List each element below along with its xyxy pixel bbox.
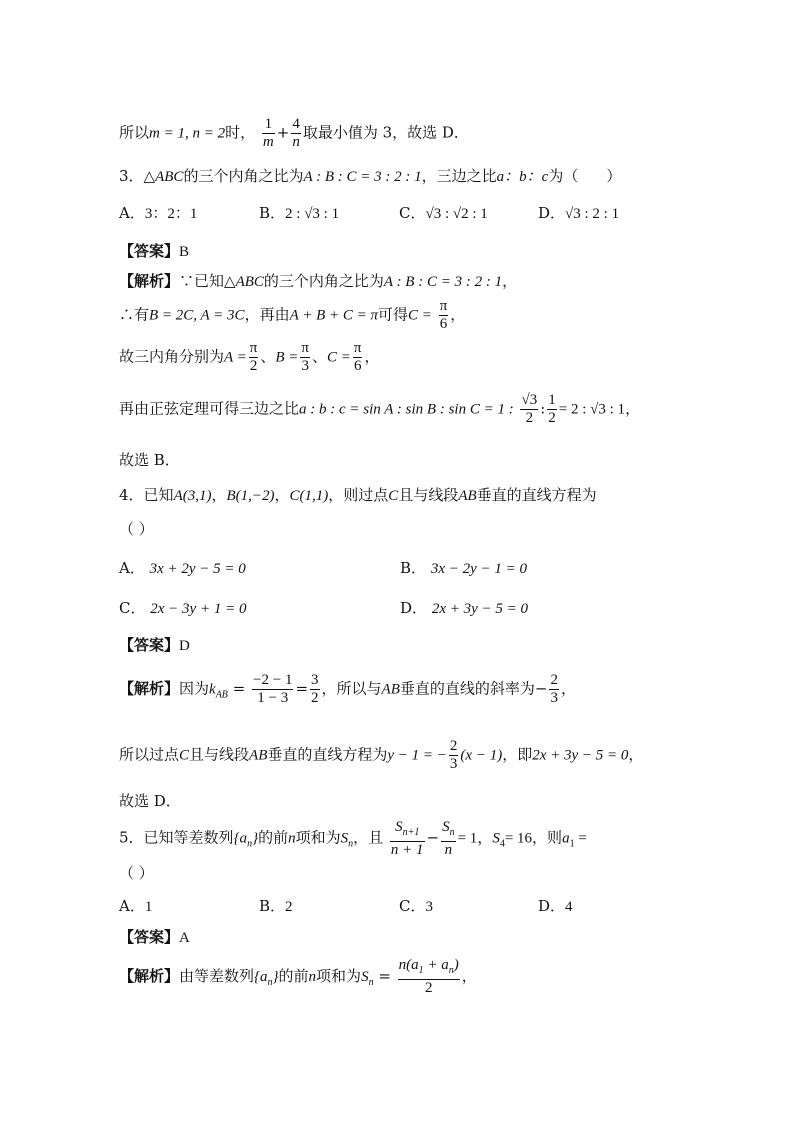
denominator: 2	[548, 410, 556, 426]
text: 的前	[258, 828, 289, 847]
answer-value: D	[179, 638, 190, 654]
numerator: √3	[521, 392, 538, 408]
text: 所以	[119, 123, 150, 142]
math: C =	[327, 349, 351, 366]
numerator: 2	[449, 738, 458, 754]
answer-value: B	[179, 244, 190, 260]
denominator: n	[292, 134, 300, 150]
fraction	[449, 738, 459, 773]
option-label: C．	[399, 897, 426, 915]
text: ，	[502, 272, 518, 290]
q3-option-b[interactable]	[259, 202, 339, 223]
q5-answer	[119, 926, 754, 947]
numerator: S	[395, 819, 403, 835]
option-label: D．	[538, 897, 566, 915]
q5-stem: 5．已知等差数列$\{a_n\}$的前n项和为$S_n$，且 $\frac{S_{n+1}}{n + 1}$ − $\frac{S_n}{n}$ = 1，$S_4= 16$，则$a_1$ =	[119, 819, 587, 858]
subscript: n	[267, 977, 273, 988]
q4-paren	[119, 518, 754, 539]
option-text: 4	[565, 899, 573, 915]
q5-analysis-1: 【解析】由等差数列$\{a_n\}$的前n项和为$S_n$ = $\frac{n(a_1 + a_n)}{2}$ ，	[119, 957, 477, 996]
q4-analysis-1: 【解析】因为$k_{AB}$ = $\frac{-2 - 1}{1 - 3}$ = $\frac{3}{2}$ ，所以与AB垂直的直线的斜率为− $\frac{2}{3}$ ，	[119, 672, 576, 706]
numerator: π	[439, 298, 448, 314]
denominator: 2	[311, 690, 319, 706]
text: 已知等差数列	[143, 828, 234, 847]
math: A : B : C = 3 : 2 : 1	[303, 169, 422, 185]
q3-analysis-5	[119, 449, 754, 470]
math: (x − 1)	[460, 747, 503, 764]
text: 垂直的直线的斜率为	[399, 679, 535, 698]
numerator: 1	[548, 392, 556, 408]
text: （ ）	[119, 520, 154, 538]
q4-stem: 4．已知A(3,1)，B(1,−2)，C(1,1)，则过点C且与线段AB垂直的直线方程为	[119, 486, 597, 504]
text: ）	[606, 167, 622, 185]
text: 再由正弦定理可得三边之比	[119, 399, 300, 418]
text: 且与线段	[398, 486, 459, 504]
analysis-label: 【解析】	[119, 967, 180, 985]
q4-option-a[interactable]	[119, 557, 246, 578]
subscript: n	[449, 827, 455, 838]
q4-option-c[interactable]	[119, 597, 246, 618]
math: S	[492, 830, 500, 847]
option-label: D．	[538, 204, 566, 222]
text: 的三个内角之比为	[183, 167, 304, 185]
option-text: √3 : √2 : 1	[425, 206, 488, 222]
option-text: 3：2：1	[144, 206, 198, 222]
option-label: B．	[259, 897, 286, 915]
option-text: 3	[425, 899, 433, 915]
math: =	[574, 830, 587, 847]
q4-analysis-3	[119, 790, 754, 811]
math: {a	[254, 969, 268, 985]
question-number: 4．	[119, 486, 144, 504]
analysis-label: 【解析】	[119, 679, 180, 698]
math: 2x + 3y − 5 = 0	[532, 747, 629, 764]
q4-analysis-2	[119, 738, 754, 773]
denominator: n	[444, 842, 453, 858]
text: 、	[260, 347, 276, 366]
math: }	[252, 830, 259, 847]
numerator: 2	[550, 672, 558, 688]
text: 、	[312, 347, 328, 366]
option-label: A．	[119, 559, 145, 577]
text: 为（	[548, 167, 579, 185]
subscript: n	[348, 838, 354, 850]
option-text: 3x + 2y − 5 = 0	[149, 561, 246, 577]
numerator: 3	[311, 672, 319, 688]
text: 由等差数列	[179, 967, 255, 985]
question-number: 3．	[119, 167, 144, 185]
q3-stem	[119, 165, 754, 186]
text: 已知	[143, 486, 174, 504]
subscript: n	[368, 977, 374, 988]
text: ，	[628, 745, 644, 764]
math: a：b：c	[496, 169, 549, 185]
q3-analysis-1	[119, 270, 754, 291]
option-text: 1	[144, 899, 153, 915]
option-label: A．	[119, 204, 145, 222]
text: ∴有	[119, 305, 150, 324]
math: S	[340, 830, 349, 847]
fraction	[549, 672, 559, 707]
q3-analysis-4: 再由正弦定理可得三边之比a : b : c = sin A : sin B : sin C = 1 : $\frac{√3}{2}$ : $\frac{1}{2}$ = 2 : √3 : 1，	[119, 392, 641, 426]
option-label: B．	[259, 204, 286, 222]
math: = 2 : √3 : 1	[558, 401, 626, 418]
text: 取最小值为 3，故选 D．	[302, 123, 469, 142]
math: AB	[458, 488, 477, 504]
math: C =	[408, 307, 432, 324]
text: 故选 B．	[119, 451, 180, 469]
option-text: 2x + 3y − 5 = 0	[431, 601, 528, 617]
q3-option-a[interactable]	[119, 202, 197, 223]
text: ，则	[532, 828, 563, 847]
fraction	[262, 116, 275, 151]
answer-value: A	[179, 930, 190, 946]
math: A =	[224, 349, 247, 366]
q3-analysis-3: 故三内角分别为A = $\frac{\pi}{2}$ 、B = $\frac{\pi}{3}$ 、C = $\frac{\pi}{6}$ ，	[119, 340, 380, 374]
denominator: 6	[353, 358, 362, 374]
numerator: π	[353, 340, 362, 356]
q4-option-d[interactable]	[400, 597, 528, 618]
text: ，再由	[244, 305, 290, 324]
option-label: B．	[400, 559, 427, 577]
numerator: 4	[292, 116, 300, 132]
numerator: n(a	[398, 957, 419, 973]
math: k	[209, 681, 216, 698]
text: ，三边之比	[421, 167, 497, 185]
answer-label: 【答案】	[119, 242, 180, 260]
option-label: A．	[119, 897, 145, 915]
q5-paren	[119, 862, 754, 883]
text: 故三内角分别为	[119, 347, 225, 366]
q5-option-d[interactable]	[538, 895, 573, 916]
denominator: m	[262, 134, 274, 150]
text: 的前	[278, 967, 309, 985]
math: ABC	[155, 169, 184, 185]
answer-label: 【答案】	[119, 636, 180, 654]
text: ，则过点	[328, 486, 389, 504]
subscript: 1	[418, 965, 424, 976]
fraction	[252, 672, 293, 707]
option-label: D．	[400, 599, 428, 617]
fraction	[547, 392, 557, 427]
text: 时，	[225, 123, 256, 142]
fraction	[353, 340, 363, 375]
fraction	[291, 116, 301, 151]
option-text: 2	[285, 899, 293, 915]
math: B =	[275, 349, 299, 366]
fraction	[300, 340, 310, 375]
math: a : b : c = sin A : sin B : sin C = 1 :	[299, 401, 514, 418]
text: ，所以与	[321, 679, 382, 698]
text: ，	[461, 967, 477, 985]
text: 因为	[179, 679, 210, 698]
text: 项和为	[316, 967, 362, 985]
q5-option-b[interactable]	[259, 895, 293, 916]
prev-conclusion: 所以m = 1, n = 2时， $\frac{1}{m}$ + $\frac{4}{n}$ 取最小值为 3，故选 D．	[119, 116, 469, 150]
math: B = 2C, A = 3C	[149, 307, 245, 324]
denominator: 3	[449, 756, 458, 772]
math: C(1,1)	[289, 488, 329, 504]
subscript: n	[448, 965, 454, 976]
text: 项和为	[295, 828, 341, 847]
text: ，即	[502, 745, 533, 764]
denominator: 3	[550, 690, 558, 706]
numerator: π	[301, 340, 309, 356]
fraction	[439, 298, 449, 333]
fraction	[390, 818, 425, 859]
denominator: 1 − 3	[257, 690, 289, 706]
analysis-label: 【解析】	[119, 272, 180, 290]
q4-option-b[interactable]	[400, 557, 527, 578]
text: △	[143, 167, 156, 185]
text: （ ）	[119, 864, 154, 882]
numerator: S	[442, 819, 450, 835]
math: C	[179, 747, 190, 764]
math: }	[272, 969, 279, 985]
fraction	[441, 818, 456, 859]
text: 可得	[378, 305, 409, 324]
subscript: 1	[569, 838, 575, 850]
q3-analysis-2: ∴有B = 2C, A = 3C，再由A + B + C = π可得C = $\frac{\pi}{6}$ ，	[119, 298, 466, 332]
option-text: 3x − 2y − 1 = 0	[430, 561, 527, 577]
numerator: 1	[262, 116, 275, 134]
denominator: n + 1	[390, 842, 424, 858]
q5-option-c[interactable]	[399, 895, 433, 916]
math: n	[308, 969, 317, 985]
denominator: 2	[424, 980, 433, 996]
text: 垂直的直线方程为	[476, 486, 597, 504]
math: C	[388, 488, 399, 504]
question-number: 5．	[119, 828, 144, 847]
option-text: √3 : 2 : 1	[565, 206, 620, 222]
math: A + B + C = π	[289, 307, 379, 324]
math: ABC	[235, 274, 264, 290]
option-label: C．	[399, 204, 426, 222]
math: = 16	[504, 830, 533, 847]
fraction	[249, 340, 259, 375]
denominator: 3	[301, 358, 309, 374]
fraction	[398, 957, 460, 997]
denominator: 6	[439, 316, 448, 332]
q4-answer	[119, 634, 754, 655]
numerator: )	[453, 957, 459, 973]
math: A : B : C = 3 : 2 : 1	[383, 274, 503, 290]
numerator: + a	[423, 957, 449, 973]
fraction	[310, 672, 320, 707]
denominator: 2	[249, 358, 258, 374]
text: ，且	[353, 828, 384, 847]
q3-answer	[119, 240, 754, 261]
text: ∵已知△	[179, 272, 236, 290]
denominator: 2	[525, 410, 534, 426]
text: 所以过点	[119, 745, 180, 764]
subscript: 4	[499, 838, 505, 850]
math: = 1	[457, 830, 478, 847]
option-text: 2x − 3y + 1 = 0	[150, 601, 247, 617]
option-text: 2 : √3 : 1	[285, 206, 340, 222]
text: 且与线段	[189, 745, 250, 764]
math: m = 1, n = 2	[149, 125, 226, 142]
math: S	[361, 969, 369, 985]
math: y − 1 = −	[387, 747, 447, 764]
math: AB	[249, 747, 268, 764]
subscript: n+1	[402, 827, 420, 838]
math: B(1,−2)	[226, 488, 275, 504]
math: A(3,1)	[173, 488, 212, 504]
text: 故选 D．	[119, 792, 181, 810]
subscript: AB	[215, 689, 228, 701]
answer-label: 【答案】	[119, 928, 180, 946]
math: a	[562, 830, 570, 847]
text: 的三个内角之比为	[263, 272, 384, 290]
option-label: C．	[119, 599, 146, 617]
numerator: −2 − 1	[253, 672, 293, 688]
text: 垂直的直线方程为	[267, 745, 388, 764]
numerator: π	[249, 340, 258, 356]
q5-option-a[interactable]	[119, 895, 152, 916]
math: {a	[233, 830, 248, 847]
math: n	[288, 830, 296, 847]
subscript: n	[247, 838, 253, 850]
fraction	[520, 392, 538, 427]
q3-option-c[interactable]	[399, 202, 488, 223]
q3-option-d[interactable]	[538, 202, 619, 223]
math: AB	[381, 681, 400, 698]
